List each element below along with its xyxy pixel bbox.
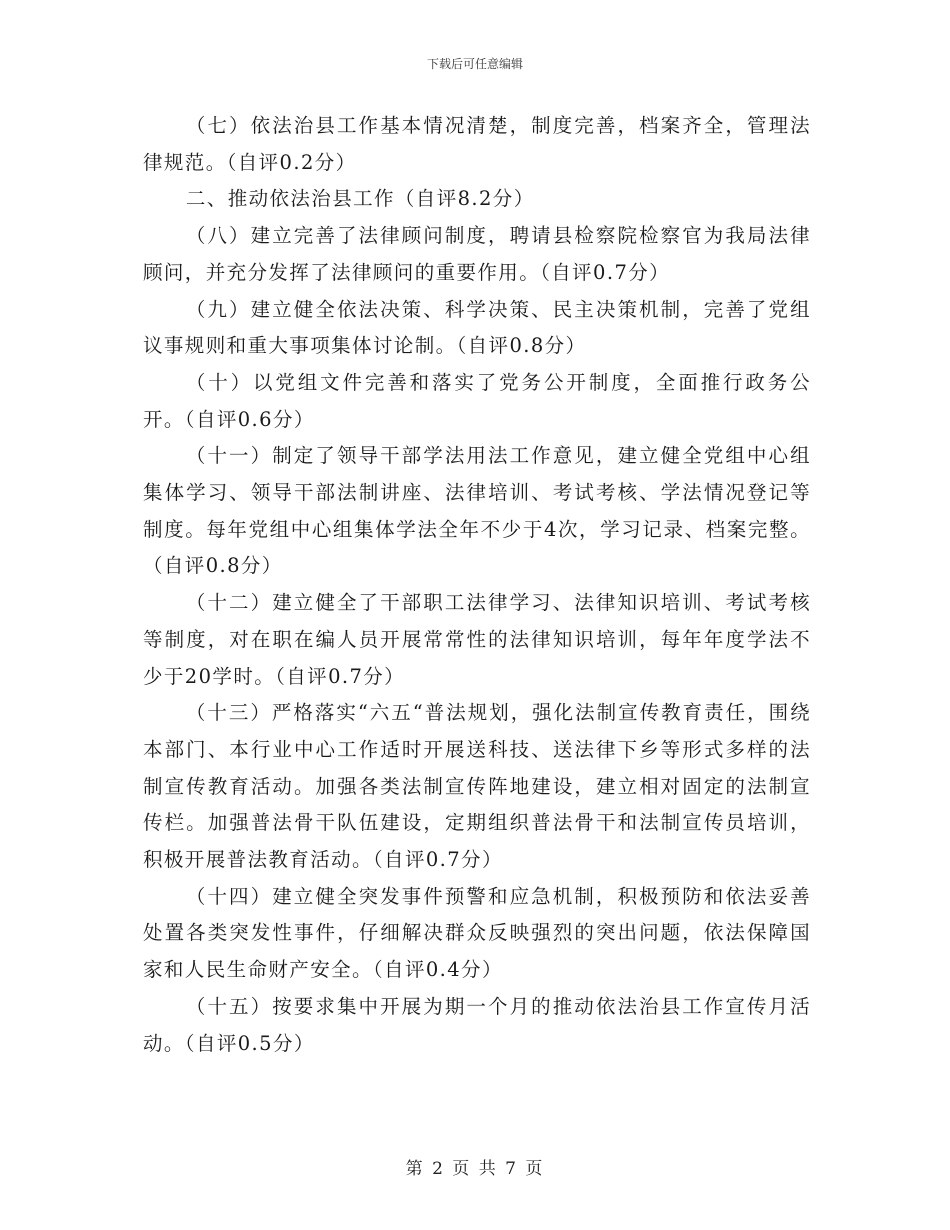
paragraph-14: （十四）建立健全突发事件预警和应急机制，积极预防和依法妥善处置各类突发性事件，仔细解决群众反映强烈的突出问题，依法保障国家和人民生命财产安全。（自评0.4分） — [143, 884, 811, 982]
paragraph-15: （十五）按要求集中开展为期一个月的推动依法治县工作宣传月活动。（自评0.5分） — [143, 994, 811, 1055]
paragraph-9: （九）建立健全依法决策、科学决策、民主决策机制，完善了党组议事规则和重大事项集体讨论制。（自评0.8分） — [143, 297, 811, 358]
paragraph-7: （七）依法治县工作基本情况清楚，制度完善，档案齐全，管理法律规范。（自评0.2分） — [143, 114, 811, 174]
page-number: 第 2 页 共 7 页 — [405, 1159, 545, 1179]
page-header: 下载后可任意编辑 — [426, 57, 523, 71]
paragraph-8: （八）建立完善了法律顾问制度，聘请县检察院检察官为我局法律顾问，并充分发挥了法律顾问的重要作用。（自评0.7分） — [143, 224, 811, 284]
document-body — [143, 108, 811, 1062]
section-heading-2: 二、推动依法治县工作（自评8.2分） — [185, 187, 535, 211]
paragraph-13: （十三）严格落实“六五“普法规划，强化法制宣传教育责任，围绕本部门、本行业中心工作适时开展送科技、送法律下乡等形式多样的法制宣传教育活动。加强各类法制宣传阵地建设，建立相对固定的法制宣传栏。加强普法骨干队伍建设，定期组织普法骨干和法制宣传员培训，积极开展普法教育活动。（自评0.7分） — [143, 701, 811, 872]
paragraph-10: （十）以党组文件完善和落实了党务公开制度，全面推行政务公开。（自评0.6分） — [143, 370, 811, 431]
paragraph-12: （十二）建立健全了干部职工法律学习、法律知识培训、考试考核等制度，对在职在编人员开展常常性的法律知识培训，每年年度学法不少于20学时。（自评0.7分） — [143, 591, 811, 688]
paragraph-11: （十一）制定了领导干部学法用法工作意见，建立健全党组中心组集体学习、领导干部法制讲座、法律培训、考试考核、学法情况登记等制度。每年党组中心组集体学法全年不少于4次，学习记录、档案完整。（自评0.8分） — [143, 444, 811, 578]
